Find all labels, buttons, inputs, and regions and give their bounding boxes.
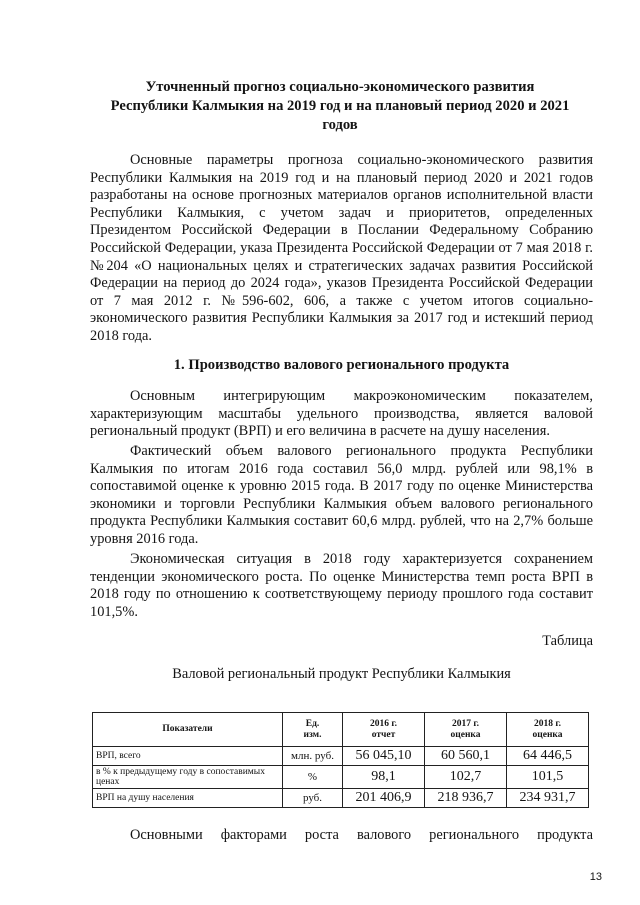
paragraph-grp-actual: Фактический объем валового регионального продукта Республики Калмыкия по итогам 2016 года составил 56,0 млрд. рублей или 98,1% в сопоставимой оценке к уровню 2015 года. В 2017 году по оценке Министерства экономики и торговли Республики Калмыкия объем валового регионального продукта Республики Калмыкия составит 60,6 млрд. рублей, что на 2,7% больше уровня 2016 года.: [90, 443, 593, 547]
header-2017-line-1: 2017 г.: [452, 718, 479, 729]
grp-table: [92, 712, 589, 808]
row-value-2017: 218 936,7: [425, 789, 507, 808]
paragraph-grp-definition: Основным интегрирующим макроэкономическим показателем, характеризующим масштабы удельного производства, является валовой региональный продукт (ВРП) и его величина в расчете на душу населения.: [90, 388, 593, 440]
row-unit: млн. руб.: [283, 747, 343, 766]
table-header-row: [93, 713, 589, 747]
row-value-2018: 64 446,5: [507, 747, 589, 766]
row-label: в % к предыдущему году в сопоставимых ценах: [93, 766, 283, 789]
table-row: [93, 766, 589, 789]
row-value-2018: 101,5: [507, 766, 589, 789]
paragraph-growth-factors: Основными факторами роста валового регионального продукта: [130, 827, 593, 843]
row-unit: руб.: [283, 789, 343, 808]
header-2017: [425, 713, 507, 747]
header-2018-line-1: 2018 г.: [534, 718, 561, 729]
title-line-2: Республики Калмыкия на 2019 год и на плановый период 2020 и 2021: [110, 98, 570, 114]
row-label: ВРП, всего: [93, 747, 283, 766]
row-value-2018: 234 931,7: [507, 789, 589, 808]
title-line-1: Уточненный прогноз социально-экономического развития: [145, 79, 535, 95]
table-title: Валовой региональный продукт Республики Калмыкия: [172, 666, 511, 682]
header-2016-line-2: отчет: [371, 729, 396, 740]
header-unit-line-2: изм.: [303, 729, 322, 740]
header-unit: [283, 713, 343, 747]
title-line-3: годов: [322, 117, 358, 133]
row-value-2017: 102,7: [425, 766, 507, 789]
header-unit-line-1: Ед.: [305, 718, 320, 729]
section-heading: 1. Производство валового регионального продукта: [173, 357, 510, 373]
header-2016-line-1: 2016 г.: [370, 718, 397, 729]
header-indicator: Показатели: [93, 713, 283, 747]
row-value-2016: 201 406,9: [343, 789, 425, 808]
table-row: [93, 747, 589, 766]
row-value-2017: 60 560,1: [425, 747, 507, 766]
document-title: [80, 78, 600, 135]
header-2016: [343, 713, 425, 747]
page-number: 13: [589, 871, 602, 883]
header-2018: [507, 713, 589, 747]
row-unit: %: [283, 766, 343, 789]
table-label: Таблица: [542, 633, 593, 649]
paragraph-economic-situation: Экономическая ситуация в 2018 году характеризуется сохранением тенденции экономического роста. По оценке Министерства темп роста ВРП в 2018 году по отношению к соответствующему периоду прошлого года составит 101,5%.: [90, 551, 593, 620]
intro-paragraph: Основные параметры прогноза социально-экономического развития Республики Калмыкия на 2019 год и на плановый период 2020 и 2021 годов разработаны на основе прогнозных материалов органов исполнительной власти Республики Калмыкия, с учетом задач и приоритетов, определенных Президентом Российской Федерации в Послании Федеральному Собранию Российской Федерации, указа Президента Российской Федерации от 7 мая 2018 г. №204 «О национальных целях и стратегических задачах развития Российской Федерации на период до 2024 года», указов Президента Российской Федерации от 7 мая 2012 г. №596-602, 606, а также с учетом итогов социально-экономического развития Республики Калмыкия за 2017 год и истекший период 2018 года.: [90, 152, 593, 344]
table-row: [93, 789, 589, 808]
row-label: ВРП на душу населения: [93, 789, 283, 808]
header-2018-line-2: оценка: [532, 729, 563, 740]
header-2017-line-2: оценка: [450, 729, 481, 740]
row-value-2016: 98,1: [343, 766, 425, 789]
row-value-2016: 56 045,10: [343, 747, 425, 766]
